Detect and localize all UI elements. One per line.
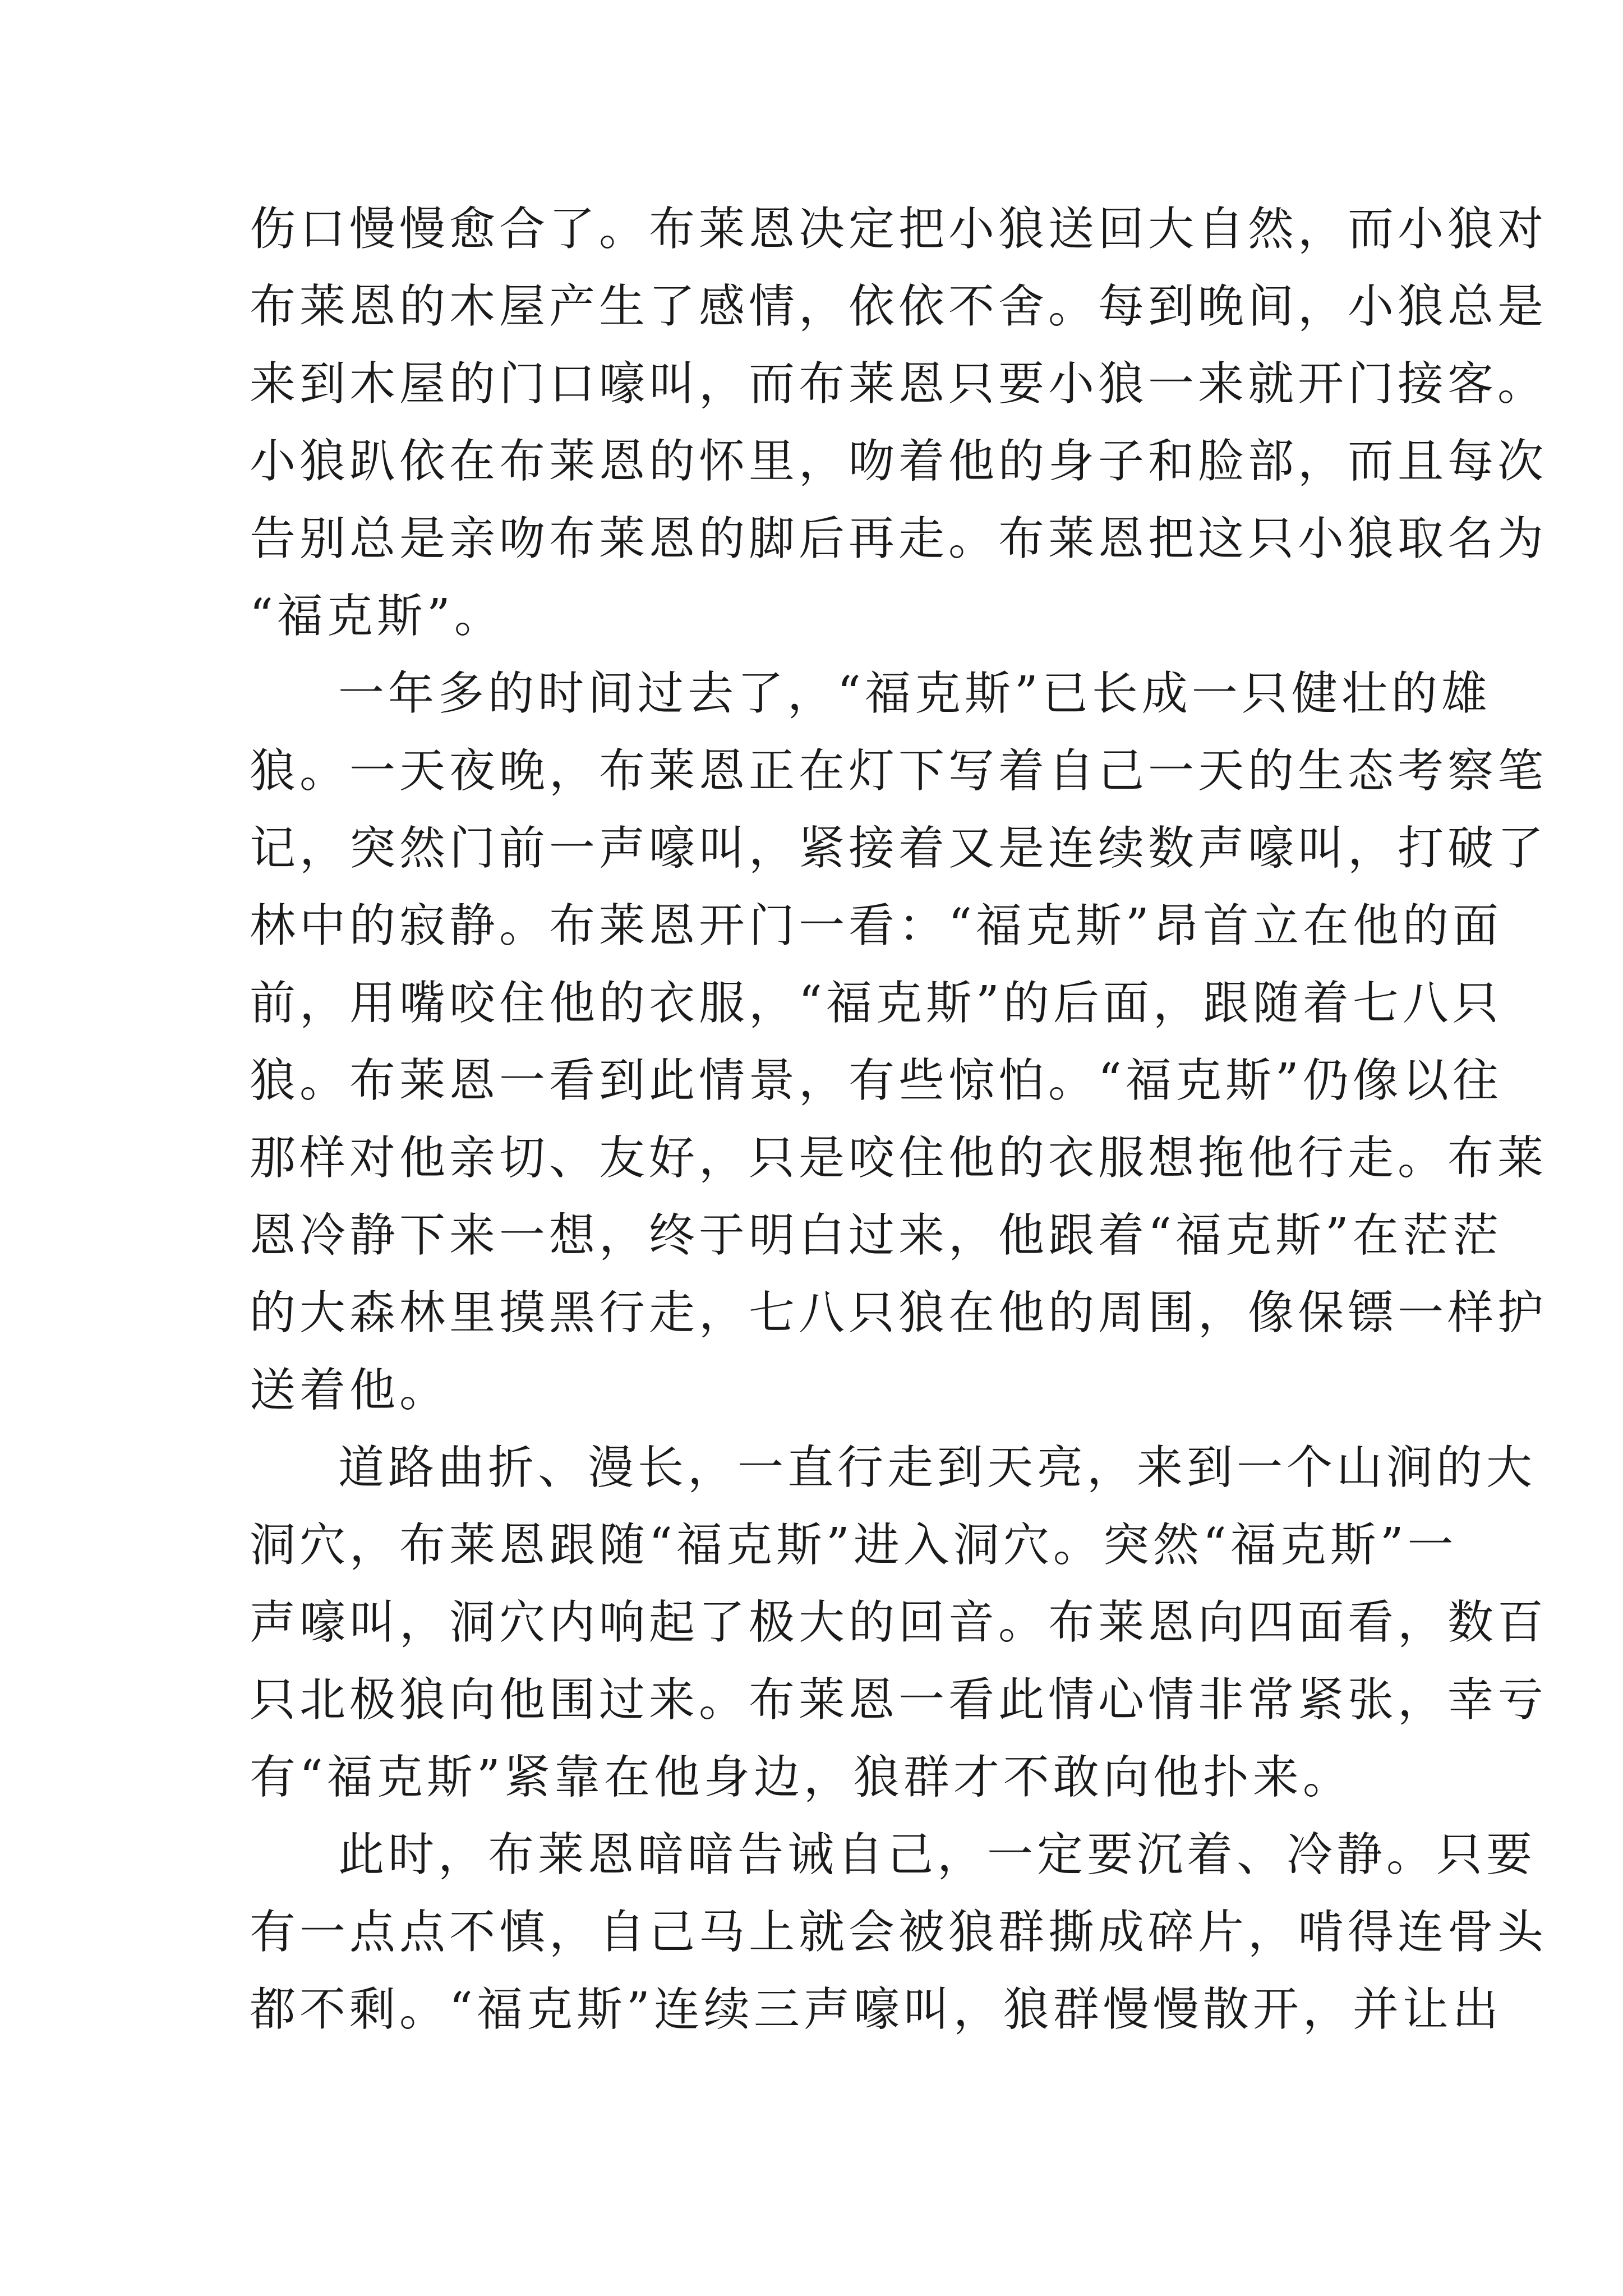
body-text [250,191,1548,2049]
text-line: 恩冷静下来一想，终于明白过来，他跟着“福克斯”在茫茫 [250,1209,1502,1262]
text-line: 声嚎叫，洞穴内响起了极大的回音。布莱恩向四面看，数百 [250,1596,1548,1649]
text-line: 林中的寂静。布莱恩开门一看：“福克斯”昂首立在他的面 [250,899,1502,953]
text-line: 有一点点不慎，自己马上就会被狼群撕成碎片，啃得连骨头 [250,1906,1548,1959]
text-line: 都不剩。“福克斯”连续三声嚎叫，狼群慢慢散开，并让出 [250,1983,1502,2036]
text-line: 告别总是亲吻布莱恩的脚后再走。布莱恩把这只小狼取名为 [250,512,1548,565]
text-line: 有“福克斯”紧靠在他身边，狼群才不敢向他扑来。 [250,1751,1353,1804]
paragraph-2 [250,655,1548,1429]
text-line: 布莱恩的木屋产生了感情，依依不舍。每到晚间，小狼总是 [250,280,1548,333]
text-line: 送着他。 [250,1364,450,1417]
text-line: 伤口慢慢愈合了。布莱恩决定把小狼送回大自然，而小狼对 [250,203,1548,256]
text-line: 那样对他亲切、友好，只是咬住他的衣服想拖他行走。布莱 [250,1131,1548,1185]
text-line: 狼。一天夜晚，布莱恩正在灯下写着自己一天的生态考察笔 [250,744,1548,798]
text-line: 前，用嘴咬住他的衣服，“福克斯”的后面，跟随着七八只 [250,977,1502,1030]
text-line: 一年多的时间过去了，“福克斯”已长成一只健壮的雄 [338,667,1491,720]
text-line: 洞穴，布莱恩跟随“福克斯”进入洞穴。突然“福克斯”一 [250,1519,1458,1572]
text-line: 狼。布莱恩一看到此情景，有些惊怕。“福克斯”仍像以往 [250,1054,1502,1107]
text-line: 道路曲折、漫长，一直行走到天亮，来到一个山涧的大 [338,1441,1537,1494]
paragraph-4 [250,1816,1548,2049]
text-line: 的大森林里摸黑行走，七八只狼在他的周围，像保镖一样护 [250,1286,1548,1340]
text-line: 只北极狼向他围过来。布莱恩一看此情心情非常紧张，幸亏 [250,1673,1548,1727]
paragraph-1 [250,191,1548,655]
paragraph-3 [250,1429,1548,1816]
text-line: 记，突然门前一声嚎叫，紧接着又是连续数声嚎叫，打破了 [250,822,1548,875]
text-line: “福克斯”。 [250,590,504,643]
text-line: 来到木屋的门口嚎叫，而布莱恩只要小狼一来就开门接客。 [250,357,1548,411]
text-line: 小狼趴依在布莱恩的怀里，吻着他的身子和脸部，而且每次 [250,435,1548,488]
text-line: 此时，布莱恩暗暗告诫自己，一定要沉着、冷静。只要 [338,1828,1537,1881]
